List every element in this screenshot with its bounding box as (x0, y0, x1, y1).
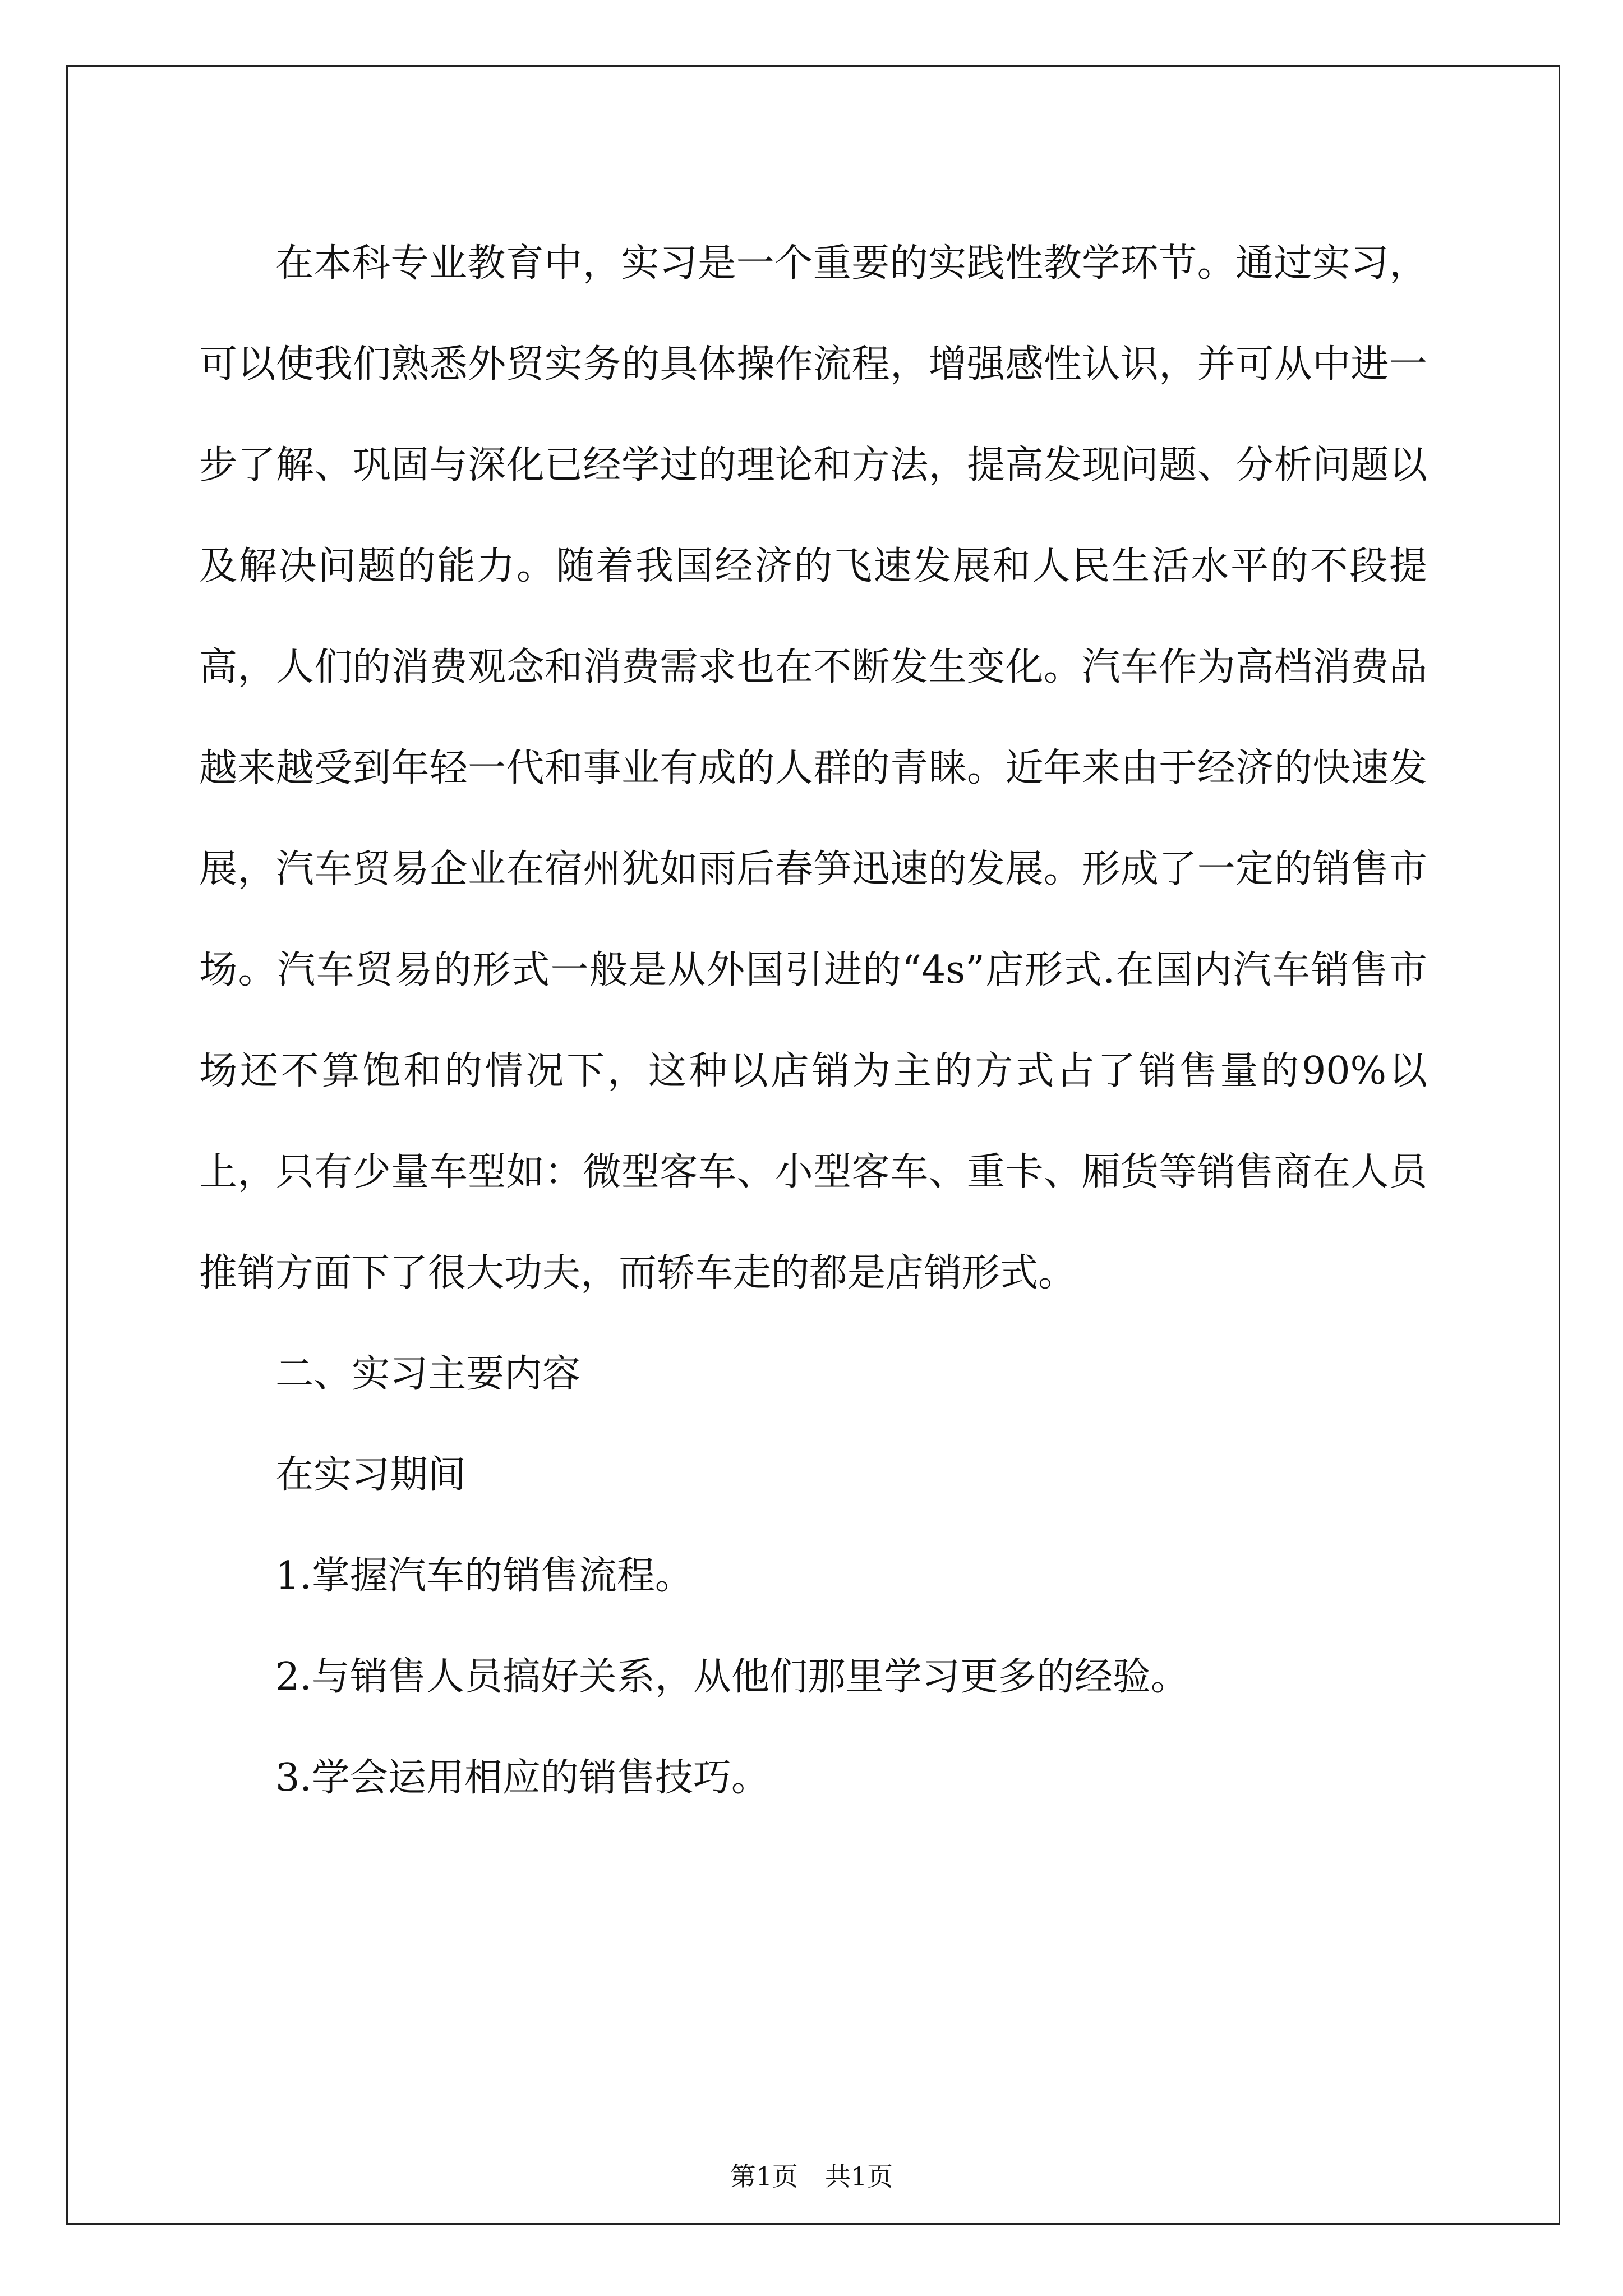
paragraph-period: 在实习期间 (275, 1453, 467, 1497)
page-number-current: 第1页 (730, 2161, 798, 2192)
list-item-3: 3.学会运用相应的销售技巧。 (275, 1756, 769, 1800)
page-footer (0, 2160, 1623, 2193)
list-item-2: 2.与销售人员搞好关系，从他们那里学习更多的经验。 (275, 1655, 1189, 1699)
paragraph-intro: 在本科专业教育中，实习是一个重要的实践性教学环节。通过实习，可以使我们熟悉外贸实务的具体操作流程，增强感性认识，并可从中进一步了解、巩固与深化已经学过的理论和方法，提高发现问题、分析问题以及解决问题的能力。随着我国经济的飞速发展和人民生活水平的不段提高，人们的消费观念和消费需求也在不断发生变化。汽车作为高档消费品越来越受到年轻一代和事业有成的人群的青睐。近年来由于经济的快速发展，汽车贸易企业在宿州犹如雨后春笋迅速的发展。形成了一定的销售市场。汽车贸易的形式一般是从外国引进的“4s”店形式.在国内汽车销售市场还不算饱和的情况下，这种以店销为主的方式占了销售量的90%以上，只有少量车型如：微型客车、小型客车、重卡、厢货等销售商在人员推销方面下了很大功夫，而轿车走的都是店销形式。 (199, 241, 1427, 1295)
document-body (199, 213, 1427, 1829)
list-item-1: 1.掌握汽车的销售流程。 (275, 1554, 693, 1598)
page-number-total: 共1页 (825, 2161, 893, 2192)
section-heading: 二、实习主要内容 (275, 1352, 581, 1396)
